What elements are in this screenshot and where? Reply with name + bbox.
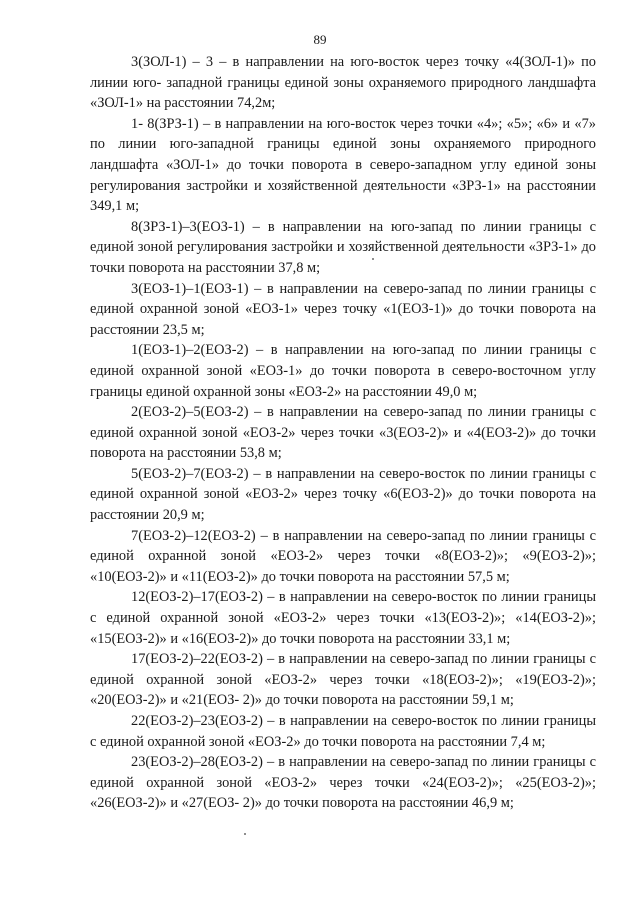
paragraph: 2(ЕОЗ-2)–5(ЕОЗ-2) – в направлении на северо-запад по линии границы с единой охранной зоной «ЕОЗ-2» через точки «3(ЕОЗ-2)» и «4(ЕОЗ-2)» до точки поворота на расстоянии 53,8 м; xyxy=(90,404,596,462)
scan-speck xyxy=(372,258,374,260)
paragraph: 22(ЕОЗ-2)–23(ЕОЗ-2) – в направлении на северо-восток по линии границы с единой охранной зоной «ЕОЗ-2» до точки поворота на расстоянии 7,4 м; xyxy=(90,713,596,750)
paragraph: 1- 8(ЗРЗ-1) – в направлении на юго-восток через точки «4»; «5»; «6» и «7» по линии юго-западной границы единой зоны охраняемого природного ландшафта «ЗОЛ-1» до точки поворота в северо-западном углу единой зоны регулирования застройки и хозяйственной деятельности «ЗРЗ-1» на расстоянии 349,1 м; xyxy=(90,115,596,215)
paragraph: 5(ЕОЗ-2)–7(ЕОЗ-2) – в направлении на северо-восток по линии границы с единой охранной зоной «ЕОЗ-2» через точку «6(ЕОЗ-2)» до точки поворота на расстоянии 20,9 м; xyxy=(90,465,596,524)
paragraph: 17(ЕОЗ-2)–22(ЕОЗ-2) – в направлении на северо-запад по линии границы с единой охранной зоной «ЕОЗ-2» через точки «18(ЕОЗ-2)»; «19(ЕОЗ-2)»; «20(ЕОЗ-2)» и «21(ЕОЗ- 2)» до точки поворота на расстоянии 59,1 м; xyxy=(90,651,596,709)
paragraph: 3(ЗОЛ-1) – 3 – в направлении на юго-восток через точку «4(ЗОЛ-1)» по линии юго- западной границы единой зоны охраняемого природного ландшафта «ЗОЛ-1» на расстоянии 74,2м; xyxy=(90,54,596,112)
paragraph: 7(ЕОЗ-2)–12(ЕОЗ-2) – в направлении на северо-запад по линии границы с единой охранной зоной «ЕОЗ-2» через точки «8(ЕОЗ-2)»; «9(ЕОЗ-2)»; «10(ЕОЗ-2)» и «11(ЕОЗ-2)» до точки поворота на расстоянии 57,5 м; xyxy=(90,527,596,585)
page-number: 89 xyxy=(313,32,327,47)
body-text xyxy=(90,52,596,814)
paragraph: 23(ЕОЗ-2)–28(ЕОЗ-2) – в направлении на северо-запад по линии границы с единой охранной зоной «ЕОЗ-2» через точки «24(ЕОЗ-2)»; «25(ЕОЗ-2)»; «26(ЕОЗ-2)» и «27(ЕОЗ- 2)» до точки поворота на расстоянии 46,9 м; xyxy=(90,754,596,812)
paragraph: 8(ЗРЗ-1)–3(ЕОЗ-1) – в направлении на юго-запад по линии границы с единой зоной регулирования застройки и хозяйственной деятельности «ЗРЗ-1» до точки поворота на расстоянии 37,8 м; xyxy=(90,218,596,276)
scan-speck xyxy=(244,833,246,835)
paragraph: 1(ЕОЗ-1)–2(ЕОЗ-2) – в направлении на юго-запад по линии границы с единой охранной зоной «ЕОЗ-1» до точки поворота в северо-восточном углу границы единой охранной зоны «ЕОЗ-2» на расстоянии 49,0 м; xyxy=(90,342,596,400)
paragraph: 3(ЕОЗ-1)–1(ЕОЗ-1) – в направлении на северо-запад по линии границы с единой охранной зоной «ЕОЗ-1» через точку «1(ЕОЗ-1)» до точки поворота на расстоянии 23,5 м; xyxy=(90,280,596,338)
paragraph: 12(ЕОЗ-2)–17(ЕОЗ-2) – в направлении на северо-восток по линии границы с единой охранной зоной «ЕОЗ-2» через точки «13(ЕОЗ-2)»; «14(ЕОЗ-2)»; «15(ЕОЗ-2)» и «16(ЕОЗ-2)» до точки поворота на расстоянии 33,1 м; xyxy=(90,589,596,647)
